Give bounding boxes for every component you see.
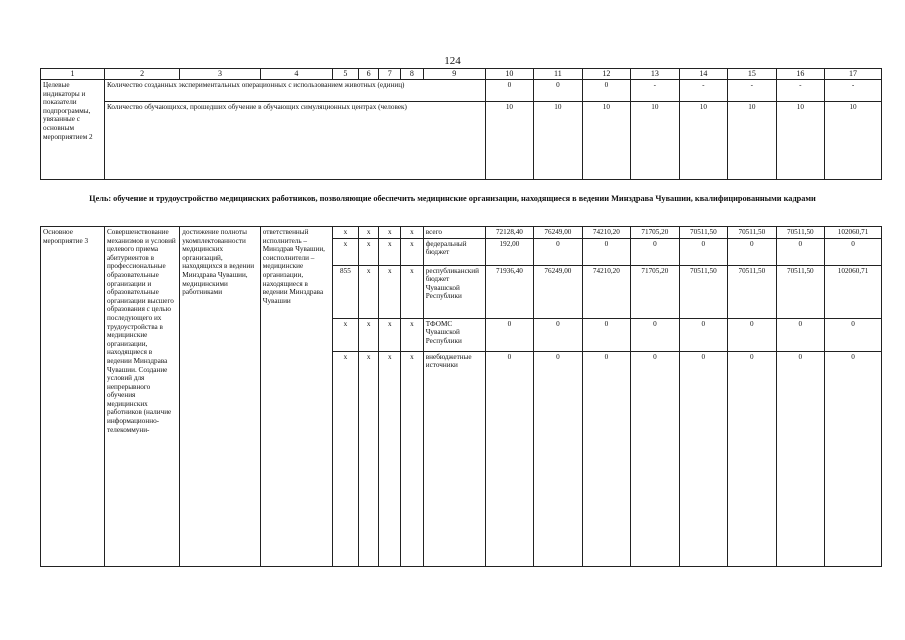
amount-cell: 74210,20	[582, 265, 630, 318]
value-cell: 0	[534, 80, 582, 102]
funding-row	[41, 227, 882, 239]
amount-cell: 71936,40	[485, 265, 533, 318]
amount-cell: 0	[728, 318, 776, 351]
funding-source: ТФОМС Чувашской Республики	[423, 318, 485, 351]
value-cell: 10	[631, 102, 679, 180]
amount-cell: 0	[728, 351, 776, 566]
column-number: 16	[776, 69, 824, 80]
value-cell: -	[679, 80, 727, 102]
amount-cell: 70511,50	[776, 227, 824, 239]
amount-cell: 0	[534, 351, 582, 566]
column-number: 11	[534, 69, 582, 80]
indicators-label: Целевые индикаторы и показатели подпрограммы, увязанные с основным мероприятием 2	[41, 80, 105, 180]
column-number: 4	[260, 69, 332, 80]
amount-cell: 70511,50	[776, 265, 824, 318]
value-cell: 10	[776, 102, 824, 180]
measure-table	[40, 226, 882, 567]
code-cell: x	[401, 318, 424, 351]
column-number: 14	[679, 69, 727, 80]
value-cell: -	[776, 80, 824, 102]
amount-cell: 192,00	[485, 238, 533, 265]
code-cell: x	[379, 318, 401, 351]
amount-cell: 0	[776, 318, 824, 351]
column-number: 9	[423, 69, 485, 80]
amount-cell: 70511,50	[728, 227, 776, 239]
amount-cell: 0	[534, 238, 582, 265]
code-cell: x	[401, 227, 424, 239]
value-cell: 10	[728, 102, 776, 180]
column-number: 13	[631, 69, 679, 80]
funding-source: республиканский бюджет Чувашской Республики	[423, 265, 485, 318]
amount-cell: 0	[825, 238, 882, 265]
column-number: 2	[104, 69, 179, 80]
value-cell: 0	[582, 80, 630, 102]
column-number: 6	[358, 69, 379, 80]
code-cell: x	[333, 227, 359, 239]
amount-cell: 76249,00	[534, 265, 582, 318]
amount-cell: 0	[582, 351, 630, 566]
value-cell: 10	[485, 102, 533, 180]
measure-result: достижение полноты укомплектованности медицинских организаций, находящихся в ведении Минздрава Чувашии, медицинскими работниками	[180, 227, 260, 567]
code-cell: x	[401, 265, 424, 318]
amount-cell: 0	[534, 318, 582, 351]
code-cell: x	[379, 265, 401, 318]
amount-cell: 0	[679, 318, 727, 351]
amount-cell: 70511,50	[728, 265, 776, 318]
indicator-text: Количество созданных экспериментальных операционных с использованием животных (единиц)	[104, 80, 485, 102]
amount-cell: 0	[582, 318, 630, 351]
code-cell: x	[401, 351, 424, 566]
page-number: 124	[444, 55, 461, 67]
amount-cell: 0	[485, 318, 533, 351]
code-cell: x	[379, 351, 401, 566]
column-number: 7	[379, 69, 401, 80]
amount-cell: 76249,00	[534, 227, 582, 239]
measure-executors: ответственный исполнитель – Минздрав Чувашии, соисполнители – медицинские организации, находящиеся в ведении Минздрава Чувашии	[260, 227, 332, 567]
value-cell: -	[728, 80, 776, 102]
amount-cell: 102060,71	[825, 265, 882, 318]
code-cell: x	[333, 238, 359, 265]
code-cell: 855	[333, 265, 359, 318]
amount-cell: 102060,71	[825, 227, 882, 239]
column-number: 5	[333, 69, 359, 80]
column-number: 12	[582, 69, 630, 80]
value-cell: 10	[534, 102, 582, 180]
amount-cell: 70511,50	[679, 227, 727, 239]
amount-cell: 0	[825, 351, 882, 566]
column-number: 1	[41, 69, 105, 80]
code-cell: x	[333, 351, 359, 566]
column-number: 15	[728, 69, 776, 80]
value-cell: 10	[582, 102, 630, 180]
amount-cell: 0	[631, 238, 679, 265]
code-cell: x	[358, 227, 379, 239]
amount-cell: 0	[485, 351, 533, 566]
column-number: 8	[401, 69, 424, 80]
funding-source: всего	[423, 227, 485, 239]
header-row	[41, 69, 882, 80]
indicators-table	[40, 68, 882, 180]
funding-source: федеральный бюджет	[423, 238, 485, 265]
amount-cell: 0	[679, 351, 727, 566]
code-cell: x	[401, 238, 424, 265]
amount-cell: 0	[825, 318, 882, 351]
measure-description: Совершенствование механизмов и условий целевого приема абитуриентов в профессиональные образовательные организации и образовательные организации высшего образования с целью последующего их трудоустройства в медицинские организации, находящиеся в ведении Минздрава Чувашии. Создание условий для непрерывного обучения медицинских работников (наличие информационно-телекоммуни-	[104, 227, 179, 567]
code-cell: x	[333, 318, 359, 351]
code-cell: x	[379, 227, 401, 239]
value-cell: 0	[485, 80, 533, 102]
indicator-row	[41, 102, 882, 180]
goal-heading: Цель: обучение и трудоустройство медицинских работников, позволяющие обеспечить медицинские организации, находящиеся в ведении Минздрава Чувашии, квалифицированными кадрами	[89, 194, 816, 203]
value-cell: -	[631, 80, 679, 102]
amount-cell: 0	[728, 238, 776, 265]
amount-cell: 0	[631, 318, 679, 351]
value-cell: 10	[825, 102, 882, 180]
measure-title: Основное мероприятие 3	[41, 227, 105, 567]
code-cell: x	[358, 351, 379, 566]
amount-cell: 0	[776, 238, 824, 265]
code-cell: x	[358, 318, 379, 351]
column-number: 10	[485, 69, 533, 80]
code-cell: x	[358, 265, 379, 318]
amount-cell: 71705,20	[631, 227, 679, 239]
value-cell: 10	[679, 102, 727, 180]
amount-cell: 0	[776, 351, 824, 566]
column-number: 17	[825, 69, 882, 80]
code-cell: x	[358, 238, 379, 265]
amount-cell: 0	[582, 238, 630, 265]
indicator-text: Количество обучающихся, прошедших обучение в обучающих симуляционных центрах (человек)	[104, 102, 485, 180]
code-cell: x	[379, 238, 401, 265]
amount-cell: 72128,40	[485, 227, 533, 239]
column-number: 3	[180, 69, 260, 80]
amount-cell: 70511,50	[679, 265, 727, 318]
funding-source: внебюджетные источники	[423, 351, 485, 566]
value-cell: -	[825, 80, 882, 102]
amount-cell: 0	[631, 351, 679, 566]
indicator-row	[41, 80, 882, 102]
amount-cell: 74210,20	[582, 227, 630, 239]
amount-cell: 71705,20	[631, 265, 679, 318]
amount-cell: 0	[679, 238, 727, 265]
